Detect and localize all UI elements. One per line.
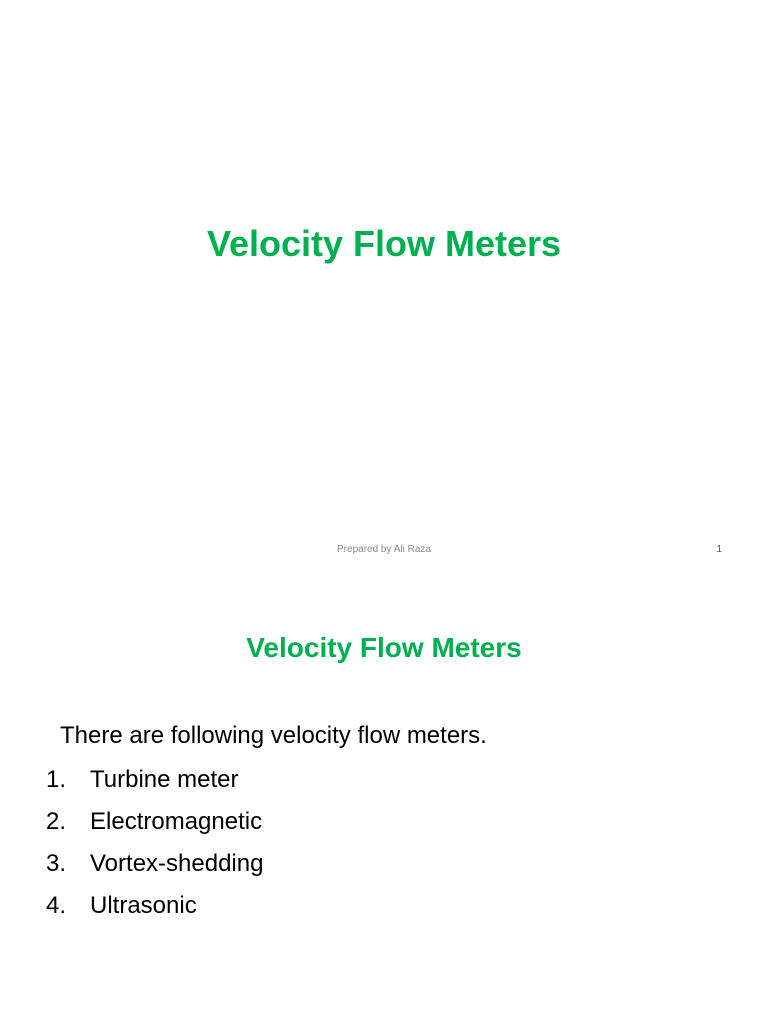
list-number: 2. (46, 808, 67, 835)
page-number: 1 (716, 544, 722, 555)
meter-list (46, 760, 726, 928)
list-label: Vortex-shedding (90, 850, 264, 877)
list-item (46, 844, 726, 886)
list-number: 4. (46, 892, 67, 919)
slide-content (46, 718, 726, 928)
list-label: Turbine meter (90, 766, 239, 793)
intro-text: There are following velocity flow meters. (60, 722, 487, 749)
footer-text: Prepared by Ali Raza (337, 544, 431, 555)
list-label: Electromagnetic (90, 808, 263, 835)
list-number: 1. (46, 766, 67, 793)
list-item (46, 802, 726, 844)
slide-title: Velocity Flow Meters (246, 632, 522, 663)
slide-2 (0, 576, 768, 1024)
list-number: 3. (46, 850, 67, 877)
list-item (46, 886, 726, 928)
slide-title: Velocity Flow Meters (206, 223, 562, 264)
list-item (46, 760, 726, 802)
list-label: Ultrasonic (90, 892, 197, 919)
